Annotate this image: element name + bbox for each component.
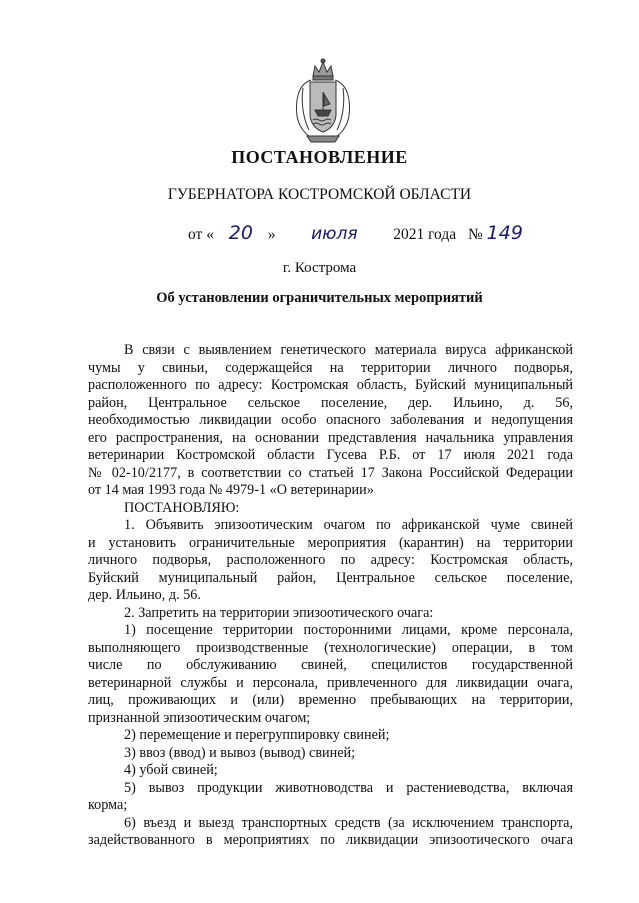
body-line: необходимостью ликвидации особо опасного заболевания и недопущения [88,412,573,428]
body-line: числе по обслуживанию свиней, специлистов государственной [88,657,573,673]
subject-line: Об установлении ограничительных мероприятий [156,290,483,306]
body-line: 2) перемещение и перегруппировку свиней; [124,727,390,743]
handwritten-month: июля [311,224,358,244]
body-line: корма; [88,797,128,813]
handwritten-day: 20 [228,222,253,244]
resolution-word: ПОСТАНОВЛЯЮ: [124,499,240,516]
body-line: лиц, проживающих и (или) временно пребывающих на территории, [88,692,573,708]
body-line: личного подворья, расположенного по адресу: Костромская область, [88,552,573,568]
body-line: 1. Объявить эпизоотическим очагом по африканской чуме свиней [124,517,573,533]
body-line: район, Центральное сельское поселение, дер. Ильино, д. 56, [88,394,573,411]
date-day-close: » [267,226,276,243]
body-line: и установить ограничительные мероприятия (карантин) на территории [88,534,573,551]
body-line: задействованного в мероприятиях по ликвидации эпизоотического очага [88,832,573,848]
body-line: № 02-10/2177, в соответствии со статьей 17 Закона Российской Федерации [88,464,573,481]
body-line: 6) въезд и выезд транспортных средств (за исключением транспорта, [124,814,573,831]
body-line: 3) ввоз (ввод) и вывоз (вывод) свиней; [124,744,356,761]
body-line: от 14 мая 1993 года № 4979-1 «О ветеринарии» [88,482,374,498]
body-line: его распространения, на основании представления начальника управления [88,429,573,446]
body-line: 5) вывоз продукции животноводства и растениеводства, включая [124,779,573,796]
body-line: ветеринарной службы и персонала, привлеченного для ликвидации очага, [88,674,573,691]
date-year: 2021 года [393,226,457,243]
body-line: ветеринарии Костромской области Гусева Р.Б. от 17 июля 2021 года [88,447,573,463]
document-title: ПОСТАНОВЛЕНИЕ [231,147,408,167]
body-line: чумы у свиньи, содержащейся на территории личного подворья, [88,359,573,376]
issuer-line: ГУБЕРНАТОРА КОСТРОМСКОЙ ОБЛАСТИ [167,186,472,203]
body-line: признанной эпизоотическим очагом; [88,709,311,726]
date-prefix: от « [188,226,214,243]
body-line: В связи с выявлением генетического материала вируса африканской [124,342,573,358]
body-line: 1) посещение территории посторонними лицами, кроме персонала, [124,622,573,638]
body-line: дер. Ильино, д. 56. [88,587,201,603]
body-text [88,342,573,850]
body-line: Буйский муниципальный район, Центральное сельское поселение, [88,569,573,586]
handwritten-number: 149 [486,222,523,244]
body-line: 4) убой свиней; [124,762,218,778]
date-number-line [188,222,523,244]
body-line: 2. Запретить на территории эпизоотического очага: [124,604,434,621]
city-line: г. Кострома [282,260,357,276]
body-line: расположенного по адресу: Костромская область, Буйский муниципальный [88,377,573,393]
coat-of-arms-emblem [291,58,355,144]
body-line: выполняющего производственные (технологические) операции, в том [88,639,573,656]
number-sign: № [468,226,483,243]
